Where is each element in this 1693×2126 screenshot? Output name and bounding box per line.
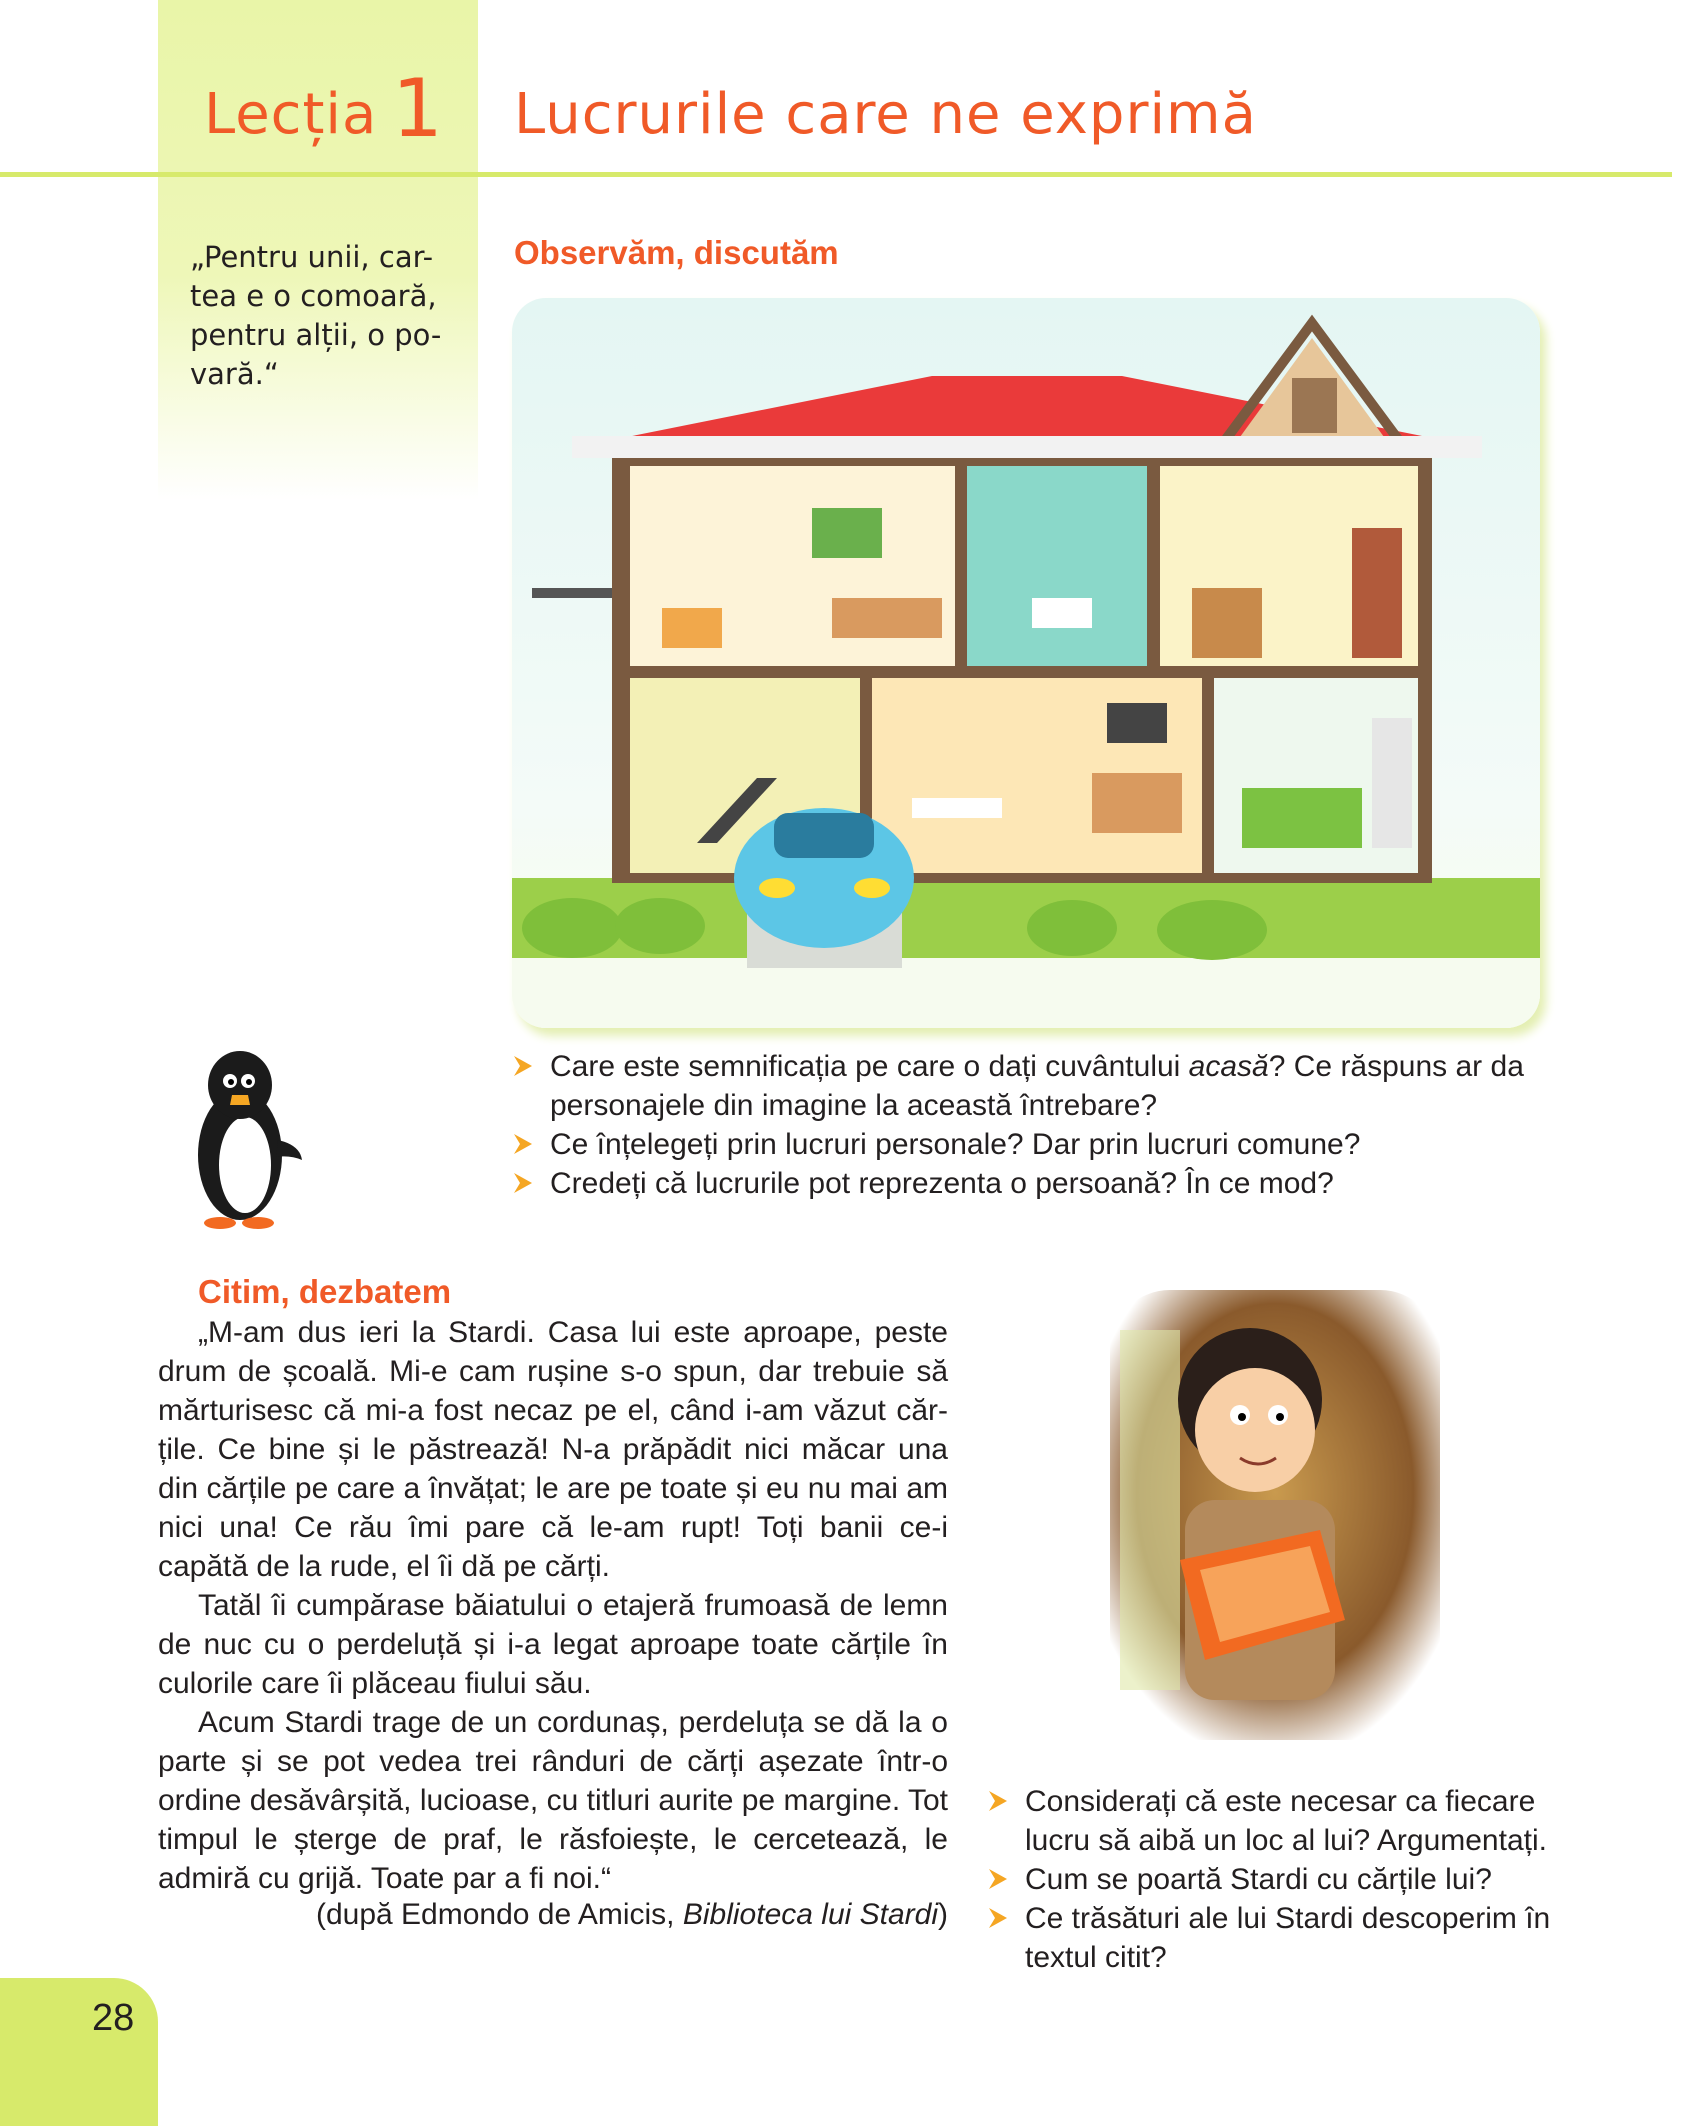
discussion-questions <box>512 1047 1552 1203</box>
section-title-observe: Observăm, discutăm <box>514 234 839 271</box>
quote-line: „Pentru unii, car- <box>190 240 434 274</box>
section-title-read: Citim, dezbatem <box>198 1273 452 1310</box>
source-suffix: ) <box>938 1898 948 1931</box>
list-item <box>512 1125 1552 1164</box>
arrow-bullet-icon <box>512 1133 534 1155</box>
list-item <box>987 1860 1567 1899</box>
lesson-title: Lucrurile care ne exprimă <box>514 82 1257 147</box>
story-paragraph: „M-am dus ieri la Stardi. Casa lui este aproape, peste drum de școală. Mi-e cam rușine s-o spun, dar trebuie să mărturisesc că mi-a fost necaz pe el, când i-am văzut căr-țile. Ce bine și le păstrează! N-a prăpădit nici măcar una din cărțile pe care a învățat; le are pe toate și eu nu mai am nici una! Ce rău îmi pare că le-am rupt! Toți banii ce-i capătă de la rude, el îi dă pe cărți. <box>158 1316 948 1583</box>
house-illustration <box>512 298 1540 1028</box>
house-cutaway-image <box>512 298 1540 1028</box>
lesson-label: Lecția <box>204 82 378 147</box>
question-text-before: Care este semnificația pe care o dați cuvântului <box>550 1050 1189 1083</box>
question-text: Ce trăsături ale lui Stardi descoperim în textul citit? <box>1025 1902 1551 1974</box>
quote-line: tea e o comoară, <box>190 279 437 313</box>
page-corner-tab <box>0 1978 158 2126</box>
question-text: Considerați că este necesar ca fiecare lucru să aibă un loc al lui? Argumentați. <box>1025 1785 1547 1857</box>
arrow-bullet-icon <box>512 1055 534 1077</box>
quote-line: vară.“ <box>190 357 279 391</box>
boy-reading-image <box>1110 1290 1440 1740</box>
story-source <box>300 1895 948 1934</box>
question-text: Credeți că lucrurile pot reprezenta o persoană? În ce mod? <box>550 1167 1334 1200</box>
quote-line: pentru alții, o po- <box>190 318 442 352</box>
question-text-after: ? Ce răspuns ar da personajele din imagine la această întrebare? <box>550 1050 1524 1122</box>
header-divider <box>0 172 1672 177</box>
arrow-bullet-icon <box>987 1868 1009 1890</box>
story-paragraph: Acum Stardi trage de un cordunaș, perdeluța se dă la o parte și se pot vedea trei rânduri de cărți așezate într-o ordine desăvârșită, lucioase, cu titluri aurite pe margine. Tot timpul le șterge de praf, le răsfoiește, le cercetează, le admiră cu grijă. Toate par a fi noi.“ <box>158 1706 948 1895</box>
question-text: Ce înțelegeți prin lucruri personale? Dar prin lucruri comune? <box>550 1128 1361 1161</box>
page-number: 28 <box>92 1997 135 2039</box>
arrow-bullet-icon <box>987 1790 1009 1812</box>
source-title: Biblioteca lui Stardi <box>682 1898 938 1931</box>
question-emphasis: acasă <box>1188 1050 1269 1083</box>
penguin-mascot-image <box>190 1045 310 1235</box>
list-item <box>987 1899 1567 1977</box>
list-item <box>987 1782 1567 1860</box>
debate-questions <box>987 1782 1567 1977</box>
source-prefix: (după Edmondo de Amicis, <box>315 1898 683 1931</box>
arrow-bullet-icon <box>987 1907 1009 1929</box>
arrow-bullet-icon <box>512 1172 534 1194</box>
list-item <box>512 1164 1552 1203</box>
story-text <box>158 1313 948 1898</box>
story-paragraph: Tatăl îi cumpărase băiatului o etajeră frumoasă de lemn de nuc cu o perdeluță și i-a legat aproape toate cărțile în culorile care îi plăceau fiului său. <box>158 1589 948 1700</box>
question-text: Cum se poartă Stardi cu cărțile lui? <box>1025 1863 1492 1896</box>
list-item <box>512 1047 1552 1125</box>
quote <box>190 238 460 394</box>
lesson-number: 1 <box>392 62 443 155</box>
